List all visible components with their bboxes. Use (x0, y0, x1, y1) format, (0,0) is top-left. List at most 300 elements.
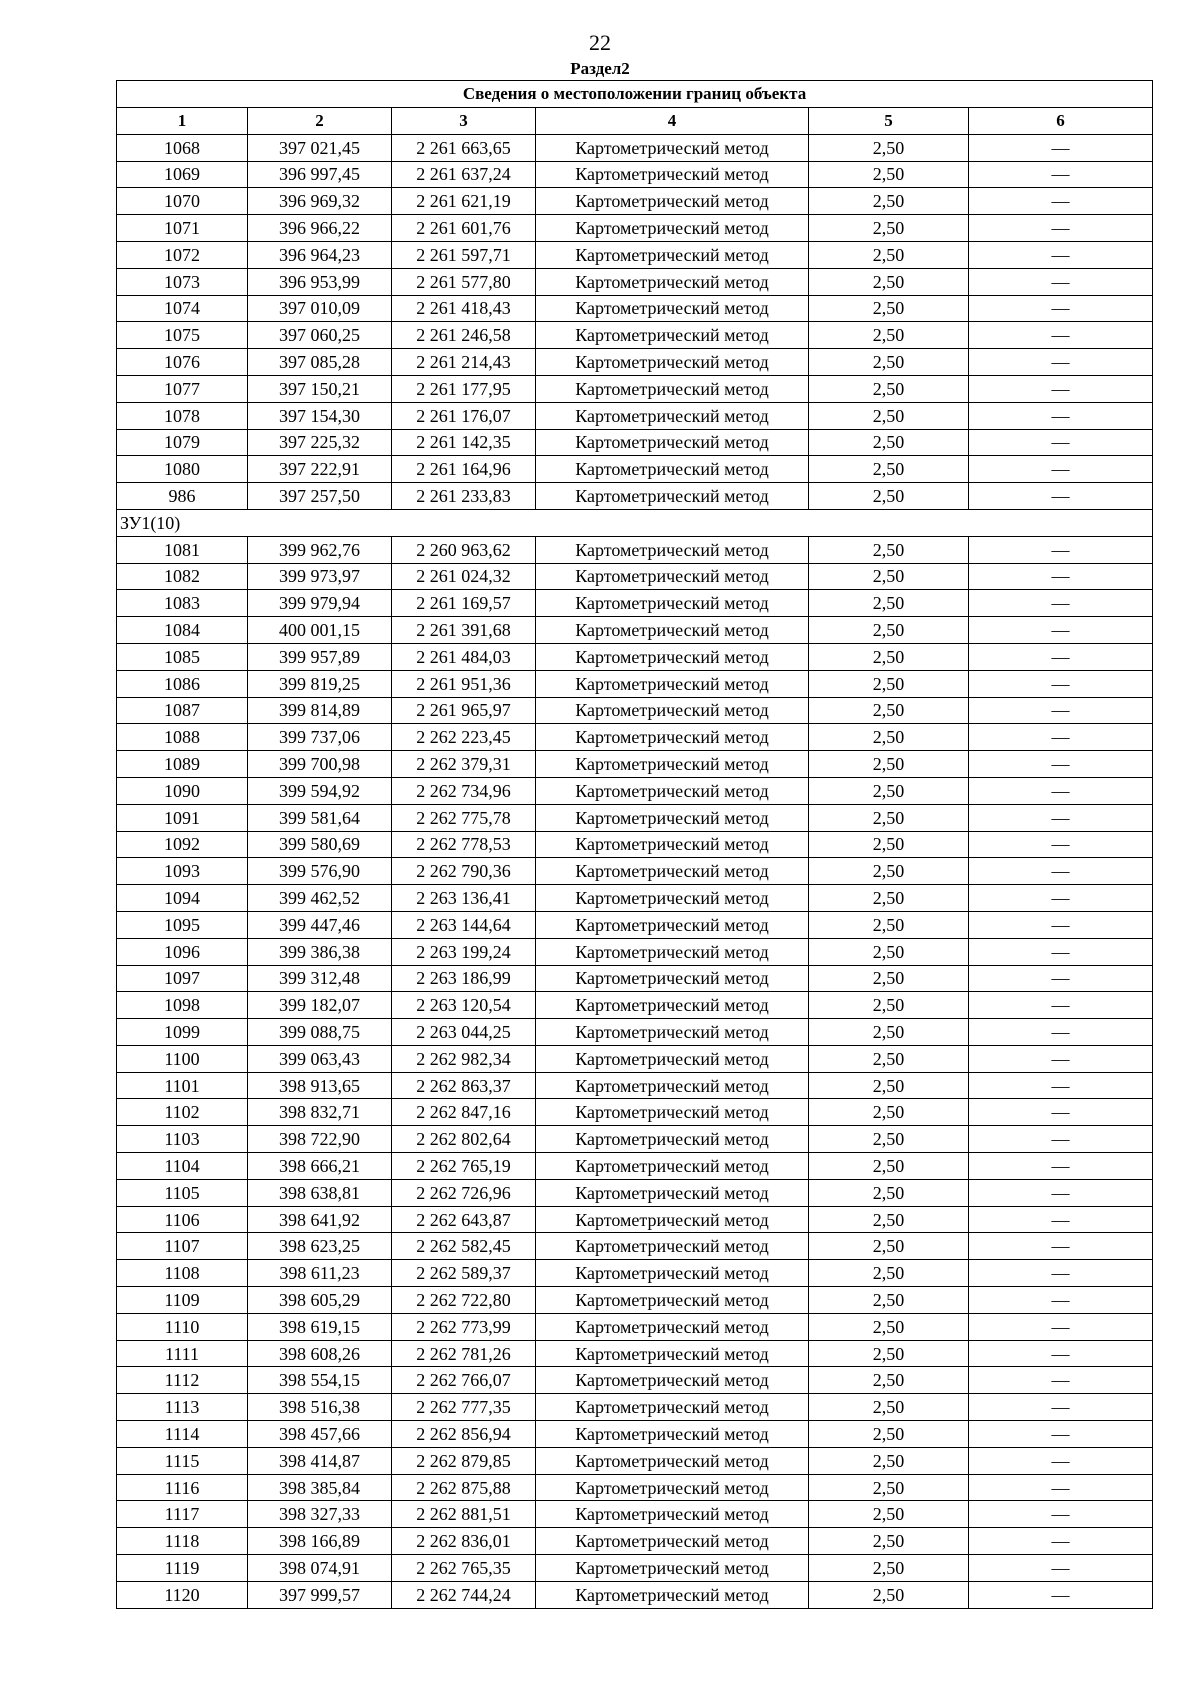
table-row (117, 188, 1153, 215)
description-cell: — (969, 751, 1153, 778)
description-cell: — (969, 617, 1153, 644)
y-coordinate-cell: 2 262 881,51 (392, 1501, 536, 1528)
y-coordinate-cell: 2 262 379,31 (392, 751, 536, 778)
description-cell: — (969, 885, 1153, 912)
y-coordinate-cell: 2 261 951,36 (392, 670, 536, 697)
y-coordinate-cell: 2 262 744,24 (392, 1581, 536, 1608)
y-coordinate-cell: 2 261 177,95 (392, 375, 536, 402)
determination-method-cell: Картометрический метод (536, 1501, 809, 1528)
accuracy-cell: 2,50 (809, 938, 969, 965)
point-number-cell: 1100 (117, 1045, 248, 1072)
y-coordinate-cell: 2 262 223,45 (392, 724, 536, 751)
x-coordinate-cell: 399 088,75 (248, 1019, 392, 1046)
x-coordinate-cell: 399 182,07 (248, 992, 392, 1019)
determination-method-cell: Картометрический метод (536, 1045, 809, 1072)
x-coordinate-cell: 398 623,25 (248, 1233, 392, 1260)
accuracy-cell: 2,50 (809, 161, 969, 188)
description-cell: — (969, 1367, 1153, 1394)
point-number-cell: 1081 (117, 536, 248, 563)
x-coordinate-cell: 397 257,50 (248, 483, 392, 510)
y-coordinate-cell: 2 262 836,01 (392, 1528, 536, 1555)
x-coordinate-cell: 399 979,94 (248, 590, 392, 617)
table-row (117, 885, 1153, 912)
determination-method-cell: Картометрический метод (536, 1474, 809, 1501)
accuracy-cell: 2,50 (809, 1394, 969, 1421)
accuracy-cell: 2,50 (809, 1072, 969, 1099)
accuracy-cell: 2,50 (809, 456, 969, 483)
point-number-cell: 1071 (117, 215, 248, 242)
table-row (117, 777, 1153, 804)
point-number-cell: 1115 (117, 1447, 248, 1474)
point-number-cell: 1087 (117, 697, 248, 724)
accuracy-cell: 2,50 (809, 215, 969, 242)
determination-method-cell: Картометрический метод (536, 456, 809, 483)
x-coordinate-cell: 399 819,25 (248, 670, 392, 697)
description-cell: — (969, 1099, 1153, 1126)
accuracy-cell: 2,50 (809, 1421, 969, 1448)
table-row (117, 161, 1153, 188)
column-numbers-row (117, 108, 1153, 135)
accuracy-cell: 2,50 (809, 858, 969, 885)
description-cell: — (969, 295, 1153, 322)
point-number-cell: 1107 (117, 1233, 248, 1260)
determination-method-cell: Картометрический метод (536, 590, 809, 617)
x-coordinate-cell: 398 327,33 (248, 1501, 392, 1528)
determination-method-cell: Картометрический метод (536, 1447, 809, 1474)
point-number-cell: 1118 (117, 1528, 248, 1555)
y-coordinate-cell: 2 261 965,97 (392, 697, 536, 724)
section-title: Раздел2 (570, 59, 630, 78)
determination-method-cell: Картометрический метод (536, 1099, 809, 1126)
determination-method-cell: Картометрический метод (536, 1206, 809, 1233)
determination-method-cell: Картометрический метод (536, 858, 809, 885)
x-coordinate-cell: 398 608,26 (248, 1340, 392, 1367)
y-coordinate-cell: 2 261 577,80 (392, 268, 536, 295)
y-coordinate-cell: 2 261 637,24 (392, 161, 536, 188)
determination-method-cell: Картометрический метод (536, 1313, 809, 1340)
table-row (117, 724, 1153, 751)
y-coordinate-cell: 2 262 765,35 (392, 1555, 536, 1582)
point-number-cell: 1077 (117, 375, 248, 402)
description-cell: — (969, 1394, 1153, 1421)
table-row (117, 536, 1153, 563)
accuracy-cell: 2,50 (809, 777, 969, 804)
determination-method-cell: Картометрический метод (536, 536, 809, 563)
table-row (117, 1447, 1153, 1474)
determination-method-cell: Картометрический метод (536, 992, 809, 1019)
description-cell: — (969, 1581, 1153, 1608)
table-row (117, 804, 1153, 831)
description-cell: — (969, 563, 1153, 590)
determination-method-cell: Картометрический метод (536, 1072, 809, 1099)
y-coordinate-cell: 2 262 589,37 (392, 1260, 536, 1287)
accuracy-cell: 2,50 (809, 295, 969, 322)
table-row (117, 938, 1153, 965)
x-coordinate-cell: 398 832,71 (248, 1099, 392, 1126)
page-number: 22 (589, 30, 611, 55)
y-coordinate-cell: 2 262 790,36 (392, 858, 536, 885)
point-number-cell: 1101 (117, 1072, 248, 1099)
x-coordinate-cell: 398 638,81 (248, 1179, 392, 1206)
accuracy-cell: 2,50 (809, 241, 969, 268)
description-cell: — (969, 375, 1153, 402)
x-coordinate-cell: 398 641,92 (248, 1206, 392, 1233)
table-row (117, 751, 1153, 778)
description-cell: — (969, 483, 1153, 510)
description-cell: — (969, 804, 1153, 831)
accuracy-cell: 2,50 (809, 724, 969, 751)
description-cell: — (969, 429, 1153, 456)
determination-method-cell: Картометрический метод (536, 1260, 809, 1287)
y-coordinate-cell: 2 261 597,71 (392, 241, 536, 268)
x-coordinate-cell: 399 063,43 (248, 1045, 392, 1072)
determination-method-cell: Картометрический метод (536, 1233, 809, 1260)
accuracy-cell: 2,50 (809, 402, 969, 429)
y-coordinate-cell: 2 262 726,96 (392, 1179, 536, 1206)
point-number-cell: 1117 (117, 1501, 248, 1528)
determination-method-cell: Картометрический метод (536, 831, 809, 858)
determination-method-cell: Картометрический метод (536, 804, 809, 831)
accuracy-cell: 2,50 (809, 911, 969, 938)
x-coordinate-cell: 397 999,57 (248, 1581, 392, 1608)
table-row (117, 1367, 1153, 1394)
y-coordinate-cell: 2 263 144,64 (392, 911, 536, 938)
table-row (117, 1153, 1153, 1180)
table-caption-row (117, 81, 1153, 108)
point-number-cell: 1070 (117, 188, 248, 215)
point-number-cell: 1086 (117, 670, 248, 697)
point-number-cell: 1091 (117, 804, 248, 831)
determination-method-cell: Картометрический метод (536, 1340, 809, 1367)
table-row (117, 1287, 1153, 1314)
x-coordinate-cell: 399 462,52 (248, 885, 392, 912)
description-cell: — (969, 456, 1153, 483)
determination-method-cell: Картометрический метод (536, 483, 809, 510)
table-row (117, 1179, 1153, 1206)
table-row (117, 1045, 1153, 1072)
determination-method-cell: Картометрический метод (536, 429, 809, 456)
y-coordinate-cell: 2 263 186,99 (392, 965, 536, 992)
y-coordinate-cell: 2 261 663,65 (392, 134, 536, 161)
x-coordinate-cell: 398 554,15 (248, 1367, 392, 1394)
point-number-cell: 1097 (117, 965, 248, 992)
table-row (117, 1394, 1153, 1421)
x-coordinate-cell: 396 964,23 (248, 241, 392, 268)
accuracy-cell: 2,50 (809, 590, 969, 617)
table-row (117, 1421, 1153, 1448)
table-row (117, 643, 1153, 670)
y-coordinate-cell: 2 261 164,96 (392, 456, 536, 483)
determination-method-cell: Картометрический метод (536, 777, 809, 804)
accuracy-cell: 2,50 (809, 697, 969, 724)
accuracy-cell: 2,50 (809, 536, 969, 563)
determination-method-cell: Картометрический метод (536, 1019, 809, 1046)
description-cell: — (969, 670, 1153, 697)
table-row (117, 349, 1153, 376)
description-cell: — (969, 697, 1153, 724)
x-coordinate-cell: 398 605,29 (248, 1287, 392, 1314)
table-caption: Сведения о местоположении границ объекта (117, 81, 1153, 108)
description-cell: — (969, 1501, 1153, 1528)
y-coordinate-cell: 2 262 766,07 (392, 1367, 536, 1394)
description-cell: — (969, 1528, 1153, 1555)
table-row (117, 1260, 1153, 1287)
description-cell: — (969, 1340, 1153, 1367)
point-number-cell: 1080 (117, 456, 248, 483)
y-coordinate-cell: 2 262 775,78 (392, 804, 536, 831)
description-cell: — (969, 1555, 1153, 1582)
determination-method-cell: Картометрический метод (536, 617, 809, 644)
description-cell: — (969, 349, 1153, 376)
column-header-2: 2 (248, 108, 392, 135)
determination-method-cell: Картометрический метод (536, 563, 809, 590)
accuracy-cell: 2,50 (809, 429, 969, 456)
point-number-cell: 1092 (117, 831, 248, 858)
accuracy-cell: 2,50 (809, 831, 969, 858)
x-coordinate-cell: 398 074,91 (248, 1555, 392, 1582)
accuracy-cell: 2,50 (809, 1153, 969, 1180)
y-coordinate-cell: 2 263 136,41 (392, 885, 536, 912)
accuracy-cell: 2,50 (809, 483, 969, 510)
determination-method-cell: Картометрический метод (536, 1394, 809, 1421)
table-row (117, 992, 1153, 1019)
table-row (117, 1555, 1153, 1582)
description-cell: — (969, 965, 1153, 992)
table-row (117, 831, 1153, 858)
point-number-cell: 1079 (117, 429, 248, 456)
x-coordinate-cell: 398 414,87 (248, 1447, 392, 1474)
x-coordinate-cell: 398 666,21 (248, 1153, 392, 1180)
table-row (117, 1206, 1153, 1233)
table-row (117, 1126, 1153, 1153)
determination-method-cell: Картометрический метод (536, 1126, 809, 1153)
point-number-cell: 1114 (117, 1421, 248, 1448)
description-cell: — (969, 536, 1153, 563)
point-number-cell: 1076 (117, 349, 248, 376)
description-cell: — (969, 1447, 1153, 1474)
determination-method-cell: Картометрический метод (536, 161, 809, 188)
description-cell: — (969, 241, 1153, 268)
table-row (117, 456, 1153, 483)
point-number-cell: 1110 (117, 1313, 248, 1340)
determination-method-cell: Картометрический метод (536, 188, 809, 215)
y-coordinate-cell: 2 261 246,58 (392, 322, 536, 349)
determination-method-cell: Картометрический метод (536, 349, 809, 376)
group-row (117, 509, 1153, 536)
y-coordinate-cell: 2 262 863,37 (392, 1072, 536, 1099)
y-coordinate-cell: 2 261 418,43 (392, 295, 536, 322)
x-coordinate-cell: 398 457,66 (248, 1421, 392, 1448)
point-number-cell: 1068 (117, 134, 248, 161)
determination-method-cell: Картометрический метод (536, 241, 809, 268)
accuracy-cell: 2,50 (809, 1126, 969, 1153)
description-cell: — (969, 215, 1153, 242)
description-cell: — (969, 1153, 1153, 1180)
description-cell: — (969, 1287, 1153, 1314)
table-row (117, 241, 1153, 268)
determination-method-cell: Картометрический метод (536, 911, 809, 938)
y-coordinate-cell: 2 261 391,68 (392, 617, 536, 644)
y-coordinate-cell: 2 262 734,96 (392, 777, 536, 804)
accuracy-cell: 2,50 (809, 1474, 969, 1501)
description-cell: — (969, 1313, 1153, 1340)
y-coordinate-cell: 2 261 621,19 (392, 188, 536, 215)
point-number-cell: 1113 (117, 1394, 248, 1421)
determination-method-cell: Картометрический метод (536, 670, 809, 697)
accuracy-cell: 2,50 (809, 1313, 969, 1340)
point-number-cell: 1095 (117, 911, 248, 938)
description-cell: — (969, 831, 1153, 858)
accuracy-cell: 2,50 (809, 1501, 969, 1528)
accuracy-cell: 2,50 (809, 1233, 969, 1260)
determination-method-cell: Картометрический метод (536, 1421, 809, 1448)
column-header-6: 6 (969, 108, 1153, 135)
accuracy-cell: 2,50 (809, 1260, 969, 1287)
description-cell: — (969, 858, 1153, 885)
point-number-cell: 1103 (117, 1126, 248, 1153)
y-coordinate-cell: 2 262 875,88 (392, 1474, 536, 1501)
y-coordinate-cell: 2 261 233,83 (392, 483, 536, 510)
y-coordinate-cell: 2 262 879,85 (392, 1447, 536, 1474)
table-row (117, 1474, 1153, 1501)
point-number-cell: 1116 (117, 1474, 248, 1501)
x-coordinate-cell: 397 021,45 (248, 134, 392, 161)
accuracy-cell: 2,50 (809, 643, 969, 670)
y-coordinate-cell: 2 262 777,35 (392, 1394, 536, 1421)
x-coordinate-cell: 398 385,84 (248, 1474, 392, 1501)
x-coordinate-cell: 398 611,23 (248, 1260, 392, 1287)
y-coordinate-cell: 2 261 176,07 (392, 402, 536, 429)
y-coordinate-cell: 2 263 120,54 (392, 992, 536, 1019)
determination-method-cell: Картометрический метод (536, 268, 809, 295)
accuracy-cell: 2,50 (809, 1206, 969, 1233)
accuracy-cell: 2,50 (809, 804, 969, 831)
accuracy-cell: 2,50 (809, 268, 969, 295)
accuracy-cell: 2,50 (809, 1287, 969, 1314)
table-row (117, 563, 1153, 590)
table-row (117, 670, 1153, 697)
y-coordinate-cell: 2 262 778,53 (392, 831, 536, 858)
y-coordinate-cell: 2 262 856,94 (392, 1421, 536, 1448)
table-row (117, 1528, 1153, 1555)
description-cell: — (969, 268, 1153, 295)
determination-method-cell: Картометрический метод (536, 965, 809, 992)
description-cell: — (969, 992, 1153, 1019)
y-coordinate-cell: 2 262 982,34 (392, 1045, 536, 1072)
determination-method-cell: Картометрический метод (536, 885, 809, 912)
y-coordinate-cell: 2 262 802,64 (392, 1126, 536, 1153)
description-cell: — (969, 188, 1153, 215)
x-coordinate-cell: 398 913,65 (248, 1072, 392, 1099)
accuracy-cell: 2,50 (809, 1447, 969, 1474)
determination-method-cell: Картометрический метод (536, 1528, 809, 1555)
x-coordinate-cell: 398 722,90 (248, 1126, 392, 1153)
table-row (117, 590, 1153, 617)
accuracy-cell: 2,50 (809, 1019, 969, 1046)
determination-method-cell: Картометрический метод (536, 697, 809, 724)
accuracy-cell: 2,50 (809, 751, 969, 778)
determination-method-cell: Картометрический метод (536, 751, 809, 778)
accuracy-cell: 2,50 (809, 188, 969, 215)
x-coordinate-cell: 399 957,89 (248, 643, 392, 670)
description-cell: — (969, 777, 1153, 804)
point-number-cell: 1090 (117, 777, 248, 804)
x-coordinate-cell: 399 973,97 (248, 563, 392, 590)
description-cell: — (969, 1233, 1153, 1260)
x-coordinate-cell: 399 580,69 (248, 831, 392, 858)
x-coordinate-cell: 396 966,22 (248, 215, 392, 242)
column-header-3: 3 (392, 108, 536, 135)
boundary-coordinates-table (116, 80, 1153, 1609)
y-coordinate-cell: 2 261 484,03 (392, 643, 536, 670)
accuracy-cell: 2,50 (809, 670, 969, 697)
y-coordinate-cell: 2 261 142,35 (392, 429, 536, 456)
x-coordinate-cell: 399 312,48 (248, 965, 392, 992)
x-coordinate-cell: 396 997,45 (248, 161, 392, 188)
group-label: ЗУ1(10) (117, 509, 1153, 536)
table-row (117, 322, 1153, 349)
determination-method-cell: Картометрический метод (536, 1153, 809, 1180)
determination-method-cell: Картометрический метод (536, 724, 809, 751)
x-coordinate-cell: 398 619,15 (248, 1313, 392, 1340)
point-number-cell: 1085 (117, 643, 248, 670)
x-coordinate-cell: 399 594,92 (248, 777, 392, 804)
table-row (117, 215, 1153, 242)
accuracy-cell: 2,50 (809, 563, 969, 590)
accuracy-cell: 2,50 (809, 1099, 969, 1126)
x-coordinate-cell: 400 001,15 (248, 617, 392, 644)
determination-method-cell: Картометрический метод (536, 1555, 809, 1582)
x-coordinate-cell: 399 700,98 (248, 751, 392, 778)
table-row (117, 1313, 1153, 1340)
determination-method-cell: Картометрический метод (536, 1581, 809, 1608)
description-cell: — (969, 1206, 1153, 1233)
determination-method-cell: Картометрический метод (536, 215, 809, 242)
description-cell: — (969, 1019, 1153, 1046)
point-number-cell: 1111 (117, 1340, 248, 1367)
x-coordinate-cell: 397 010,09 (248, 295, 392, 322)
x-coordinate-cell: 397 154,30 (248, 402, 392, 429)
determination-method-cell: Картометрический метод (536, 1367, 809, 1394)
description-cell: — (969, 590, 1153, 617)
table-row (117, 483, 1153, 510)
y-coordinate-cell: 2 262 847,16 (392, 1099, 536, 1126)
accuracy-cell: 2,50 (809, 965, 969, 992)
description-cell: — (969, 134, 1153, 161)
table-row (117, 697, 1153, 724)
table-row (117, 1233, 1153, 1260)
description-cell: — (969, 1126, 1153, 1153)
table-row (117, 1019, 1153, 1046)
accuracy-cell: 2,50 (809, 1528, 969, 1555)
point-number-cell: 1075 (117, 322, 248, 349)
accuracy-cell: 2,50 (809, 992, 969, 1019)
point-number-cell: 1099 (117, 1019, 248, 1046)
x-coordinate-cell: 398 516,38 (248, 1394, 392, 1421)
determination-method-cell: Картометрический метод (536, 1179, 809, 1206)
determination-method-cell: Картометрический метод (536, 295, 809, 322)
description-cell: — (969, 402, 1153, 429)
y-coordinate-cell: 2 261 169,57 (392, 590, 536, 617)
point-number-cell: 1073 (117, 268, 248, 295)
x-coordinate-cell: 399 576,90 (248, 858, 392, 885)
y-coordinate-cell: 2 260 963,62 (392, 536, 536, 563)
point-number-cell: 1074 (117, 295, 248, 322)
accuracy-cell: 2,50 (809, 1581, 969, 1608)
determination-method-cell: Картометрический метод (536, 322, 809, 349)
accuracy-cell: 2,50 (809, 1045, 969, 1072)
x-coordinate-cell: 396 969,32 (248, 188, 392, 215)
